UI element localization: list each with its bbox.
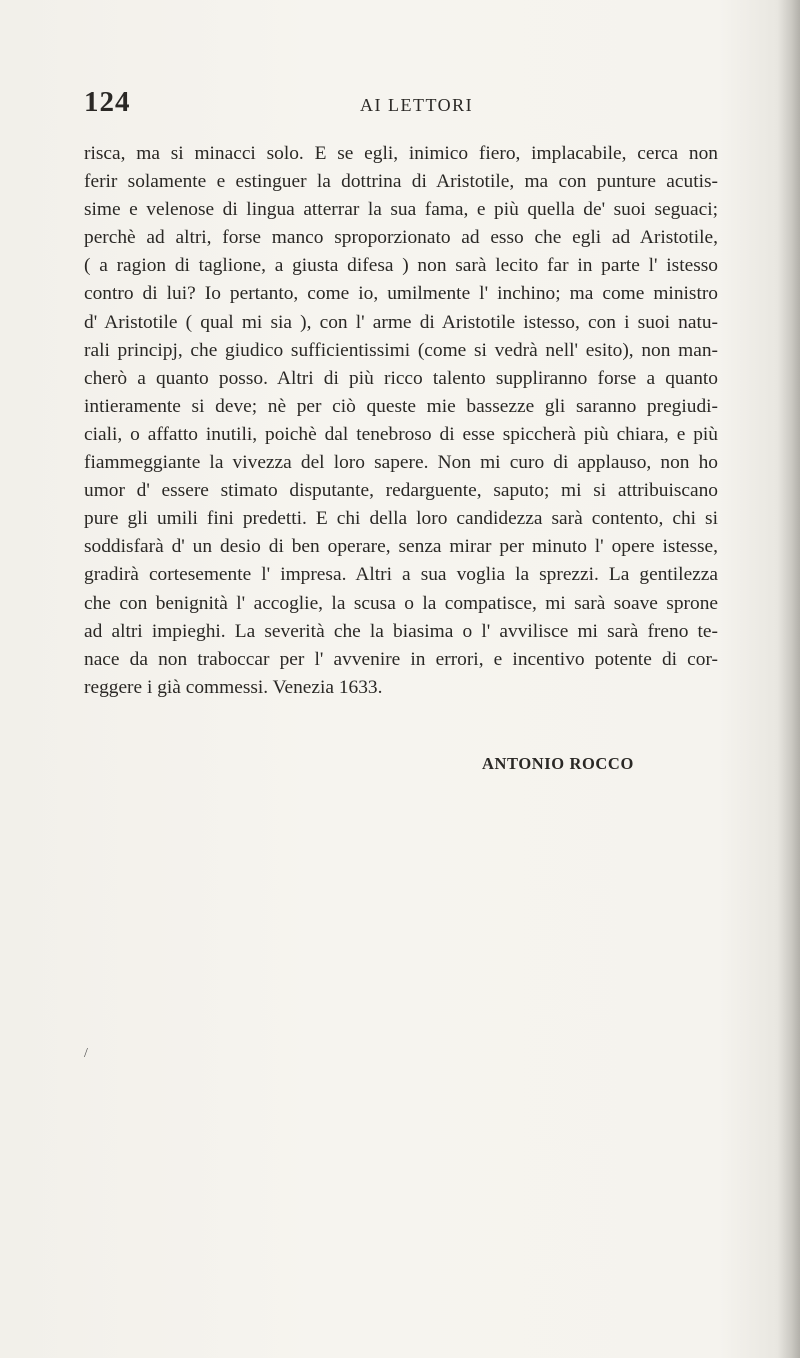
text-line: perchè ad altri, forse manco sproporzionato ad esso che egli ad Aristotile, xyxy=(84,227,718,249)
text-line: gradirà cortesemente l' impresa. Altri a sua voglia la sprezzi. La gentilezza xyxy=(84,564,718,586)
text-line: risca, ma si minacci solo. E se egli, inimico fiero, implacabile, cerca non xyxy=(84,143,718,164)
body-text xyxy=(84,140,718,702)
signature: ANTONIO ROCCO xyxy=(482,754,634,773)
text-line: cherò a quanto posso. Altri di più ricco talento suppliranno forse a quanto xyxy=(84,367,718,389)
text-line: che con benignità l' accoglie, la scusa o la compatisce, mi sarà soave sprone xyxy=(84,592,718,614)
text-line: ad altri impieghi. La severità che la biasima o l' avvilisce mi sarà freno te- xyxy=(84,620,718,642)
text-line: pure gli umili fini predetti. E chi della loro candidezza sarà contento, chi si xyxy=(84,508,718,530)
running-head-title: AI LETTORI xyxy=(360,95,474,115)
text-line: ferir solamente e estinguer la dottrina di Aristotile, ma con punture acutis- xyxy=(84,171,718,193)
text-line: ( a ragion di taglione, a giusta difesa ) non sarà lecito far in parte l' istesso xyxy=(84,255,718,277)
page-number: 124 xyxy=(84,86,131,118)
page-edge-shadow xyxy=(778,0,800,1358)
text-line: intieramente si deve; nè per ciò queste mie bassezze gli saranno pregiudi- xyxy=(84,395,718,417)
stray-mark: / xyxy=(84,1046,88,1061)
running-head xyxy=(84,86,724,126)
text-line: contro di lui? Io pertanto, come io, umilmente l' inchino; ma come ministro xyxy=(84,283,718,305)
text-line: umor d' essere stimato disputante, redarguente, saputo; mi si attribuiscano xyxy=(84,480,718,502)
text-line: reggere i già commessi. Venezia 1633. xyxy=(84,676,383,698)
text-line: nace da non traboccar per l' avvenire in errori, e incentivo potente di cor- xyxy=(84,648,718,670)
text-line: rali principj, che giudico sufficientissimi (come si vedrà nell' esito), non man- xyxy=(84,339,718,361)
text-line: fiammeggiante la vivezza del loro sapere. Non mi curo di applauso, non ho xyxy=(84,452,718,474)
text-line: sime e velenose di lingua atterrar la sua fama, e più quella de' suoi seguaci; xyxy=(84,199,718,221)
text-line: ciali, o affatto inutili, poichè dal tenebroso di esse spiccherà più chiara, e più xyxy=(84,423,718,445)
text-line: d' Aristotile ( qual mi sia ), con l' arme di Aristotile istesso, con i suoi natu- xyxy=(84,311,718,333)
text-line: soddisfarà d' un desio di ben operare, senza mirar per minuto l' opere istesse, xyxy=(84,536,718,558)
